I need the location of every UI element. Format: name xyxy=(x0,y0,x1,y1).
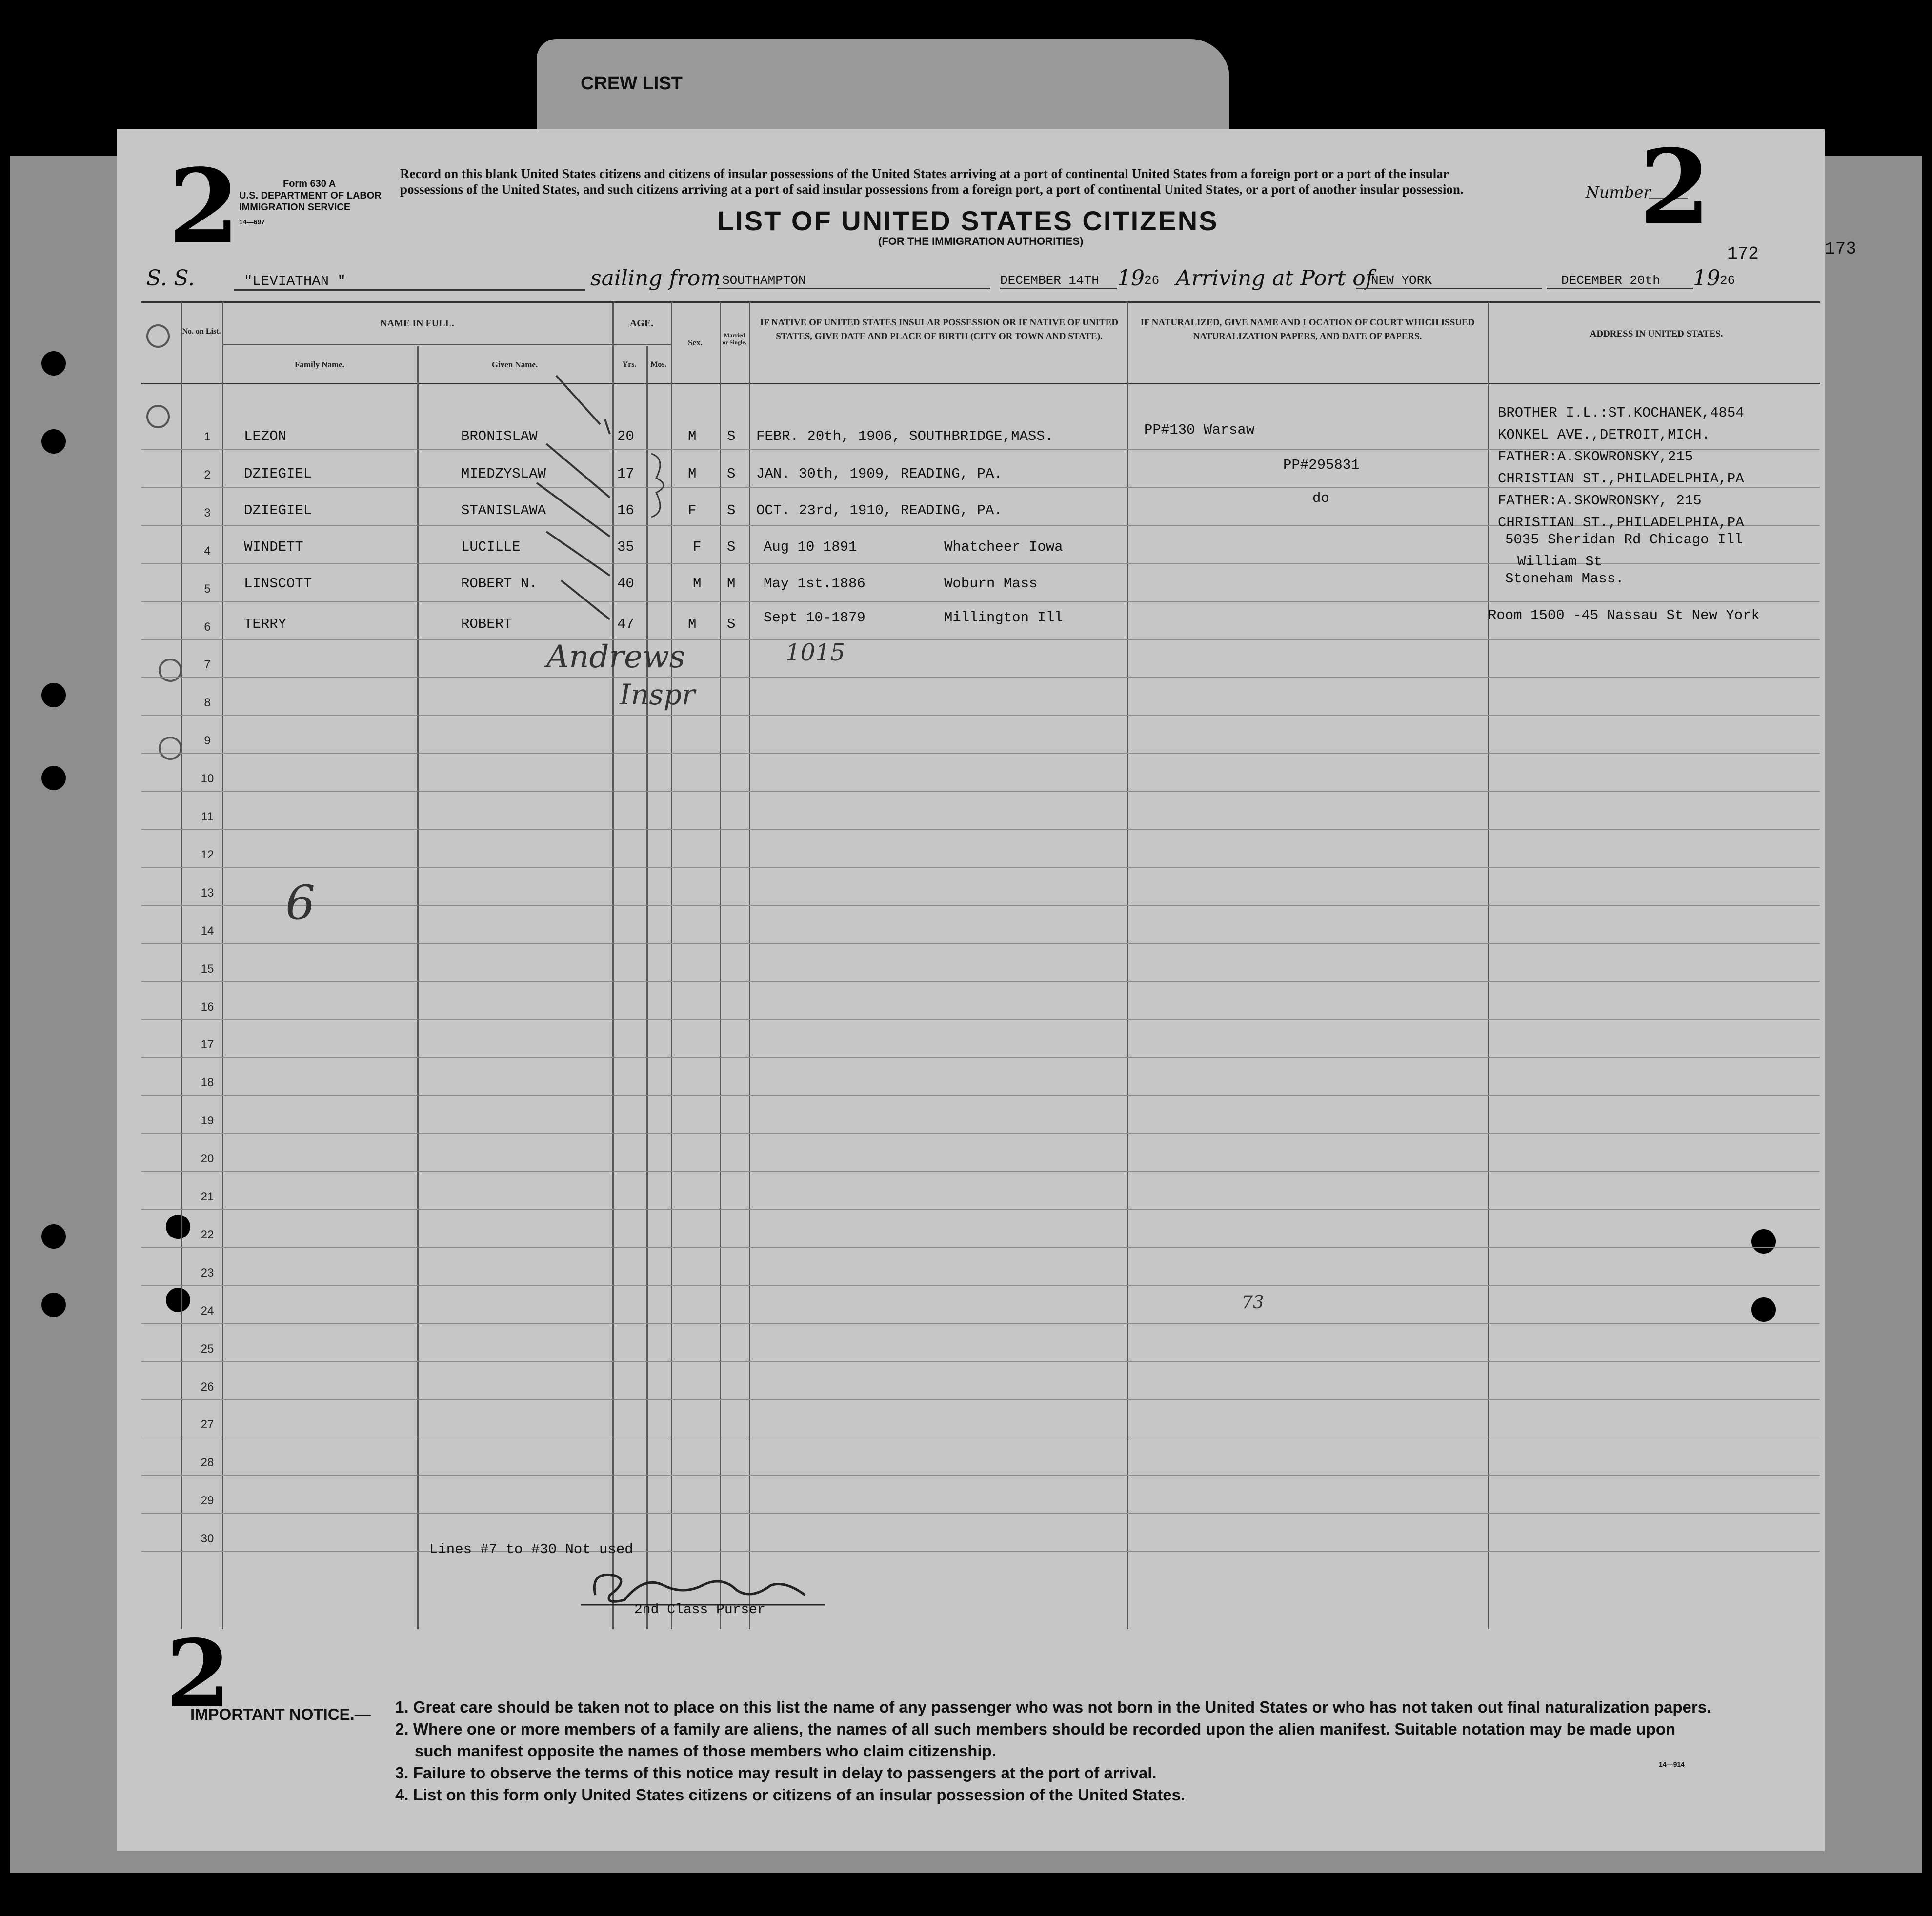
table-row-line xyxy=(141,1361,1820,1362)
notice-item-2-cont: such manifest opposite the names of those members who claim citizenship. xyxy=(415,1742,996,1760)
row-number: 24 xyxy=(201,1304,214,1317)
binder-hole xyxy=(41,351,66,376)
margin-mark: 73 xyxy=(1242,1293,1264,1313)
page-stamp-173: 173 xyxy=(1825,239,1856,259)
header-bottom-border xyxy=(141,383,1820,384)
row-4-address: CHRISTIAN ST.,PHILADELPHIA,PA xyxy=(1498,471,1744,487)
form-number-left: 2 xyxy=(168,146,240,267)
row-6-birth-place: Millington Ill xyxy=(944,610,1063,626)
row-number: 15 xyxy=(201,962,214,976)
row-number: 26 xyxy=(201,1380,214,1394)
ss-label: S. S. xyxy=(146,266,195,291)
col-divider xyxy=(749,302,750,1629)
table-row-line xyxy=(141,981,1820,982)
row-6-sex: M xyxy=(688,616,697,632)
row-1-sex: M xyxy=(688,428,697,444)
notice-item-1: 1. Great care should be taken not to place on this list the name of any passenger who was not born in the United States or who has not taken out final naturalization papers. xyxy=(395,1698,1711,1716)
row-2-yrs: 17 xyxy=(617,466,634,482)
table-row-line xyxy=(141,1475,1820,1476)
row-number: 6 xyxy=(204,620,211,634)
row-2-birth: JAN. 30th, 1909, READING, PA. xyxy=(756,466,1003,482)
signature-title: 2nd Class Purser xyxy=(634,1602,765,1617)
ship-name: "LEVIATHAN " xyxy=(234,273,585,291)
row-5-sex: M xyxy=(693,576,702,592)
table-row-line xyxy=(141,791,1820,792)
table-row-line xyxy=(141,753,1820,754)
row-5-given: ROBERT N. xyxy=(461,576,538,592)
row-4-marital: S xyxy=(727,539,736,555)
inspector-title: Inspr xyxy=(620,678,695,711)
form-no: Form 630 A xyxy=(283,179,336,189)
lines-not-used-note: Lines #7 to #30 Not used xyxy=(429,1541,633,1557)
binder-ring xyxy=(146,405,170,428)
binder-hole xyxy=(166,1215,190,1239)
name-age-subrule xyxy=(222,344,671,345)
row-number: 18 xyxy=(201,1076,214,1090)
row-6-birth-date: Sept 10-1879 xyxy=(764,610,865,626)
page-stamp-172: 172 xyxy=(1727,244,1759,264)
row-1-birth: FEBR. 20th, 1906, SOUTHBRIDGE,MASS. xyxy=(756,428,1054,444)
binder-hole xyxy=(41,1224,66,1249)
form-code: 14—697 xyxy=(239,218,265,226)
row-1-family: LEZON xyxy=(244,428,287,444)
row-4-birth-date: Aug 10 1891 xyxy=(764,539,857,555)
row-2-family: DZIEGIEL xyxy=(244,466,312,482)
row-number: 4 xyxy=(204,544,211,558)
row-number: 3 xyxy=(204,506,211,519)
table-row-line xyxy=(141,601,1820,602)
binder-hole xyxy=(166,1288,190,1312)
notice-heading: IMPORTANT NOTICE.— xyxy=(190,1705,371,1723)
from-port: SOUTHAMPTON xyxy=(717,273,990,289)
row-5-birth-date: May 1st.1886 xyxy=(764,576,865,592)
header-address: ADDRESS IN UNITED STATES. xyxy=(1590,329,1723,339)
row-3-family: DZIEGIEL xyxy=(244,502,312,519)
row-number: 2 xyxy=(204,468,211,481)
header-sex: Sex. xyxy=(688,338,703,347)
col-divider xyxy=(222,302,223,1629)
binder-ring xyxy=(146,324,170,348)
table-row-line xyxy=(141,487,1820,488)
row-3-birth: OCT. 23rd, 1910, READING, PA. xyxy=(756,502,1003,519)
row-number: 28 xyxy=(201,1456,214,1470)
address-windett: 5035 Sheridan Rd Chicago Ill xyxy=(1505,532,1743,548)
row-6-given: ROBERT xyxy=(461,616,512,632)
table-row-line xyxy=(141,1019,1820,1020)
address-linscott-street: William St xyxy=(1517,554,1603,570)
row-2-given: MIEDZYSLAW xyxy=(461,466,546,482)
row-3-sex: F xyxy=(688,502,697,519)
row-number: 25 xyxy=(201,1342,214,1356)
table-row-line xyxy=(141,1209,1820,1210)
row-3-yrs: 16 xyxy=(617,502,634,519)
row-3-address: FATHER:A.SKOWRONSKY,215 xyxy=(1498,449,1693,465)
form-info xyxy=(239,178,382,228)
depart-date: DECEMBER 14TH xyxy=(1000,273,1117,289)
table-row-line xyxy=(141,1095,1820,1096)
binder-hole xyxy=(41,1293,66,1317)
col-divider xyxy=(1488,302,1489,1629)
table-row-line xyxy=(141,639,1820,640)
check-marks xyxy=(527,371,624,624)
row-1-address: BROTHER I.L.:ST.KOCHANEK,4854 xyxy=(1498,405,1744,421)
header-given-name: Given Name. xyxy=(491,360,538,369)
manifest-page xyxy=(117,129,1825,1851)
row-1-naturalization: PP#130 Warsaw xyxy=(1144,422,1255,438)
header-married-single: Married or Single. xyxy=(723,332,746,346)
row-number: 30 xyxy=(201,1532,214,1546)
table-row-line xyxy=(141,1513,1820,1514)
form-number-bottom: 2 xyxy=(166,1619,231,1728)
row-2-marital: S xyxy=(727,466,736,482)
binder-hole xyxy=(41,429,66,454)
table-row-line xyxy=(141,905,1820,906)
binder-hole xyxy=(41,683,66,707)
table-row-line xyxy=(141,1323,1820,1324)
row-3-naturalization: do xyxy=(1312,490,1329,506)
col-divider xyxy=(1127,302,1128,1629)
header-mos: Mos. xyxy=(650,360,667,369)
table-row-line xyxy=(141,715,1820,716)
arrive-year: 26 xyxy=(1720,273,1735,288)
row-5-address: FATHER:A.SKOWRONSKY, 215 xyxy=(1498,493,1702,509)
row-number: 16 xyxy=(201,1000,214,1014)
row-5-marital: M xyxy=(727,576,736,592)
arriving-label: Arriving at Port of xyxy=(1176,266,1374,291)
header-yrs: Yrs. xyxy=(622,360,637,369)
number-label: Number xyxy=(1586,183,1651,201)
row-4-yrs: 35 xyxy=(617,539,634,555)
page-subtitle: (FOR THE IMMIGRATION AUTHORITIES) xyxy=(878,235,1084,247)
row-number: 29 xyxy=(201,1494,214,1508)
row-number: 9 xyxy=(204,734,211,748)
row-2-sex: M xyxy=(688,466,697,482)
service: IMMIGRATION SERVICE xyxy=(239,202,351,213)
binder-hole xyxy=(41,766,66,790)
notice-item-3: 3. Failure to observe the terms of this notice may result in delay to passengers at the port of arrival. xyxy=(395,1764,1157,1782)
row-number: 10 xyxy=(201,772,214,786)
table-row-line xyxy=(141,677,1820,678)
row-number: 23 xyxy=(201,1266,214,1279)
row-6-yrs: 47 xyxy=(617,616,634,632)
table-row-line xyxy=(141,829,1820,830)
table-row-line xyxy=(141,943,1820,944)
row-6-marital: S xyxy=(727,616,736,632)
col-divider xyxy=(720,302,721,1629)
row-number: 13 xyxy=(201,886,214,899)
table-row-line xyxy=(141,867,1820,868)
row-1-marital: S xyxy=(727,428,736,444)
binder-hole xyxy=(1751,1297,1776,1322)
row-4-sex: F xyxy=(693,539,702,555)
row-1-given: BRONISLAW xyxy=(461,428,538,444)
header-naturalized: IF NATURALIZED, GIVE NAME AND LOCATION OF COURT WHICH ISSUED NATURALIZATION PAPERS, AND DATE OF PAPERS. xyxy=(1140,318,1475,341)
depart-year-prefix: 19 xyxy=(1117,266,1145,291)
department: U.S. DEPARTMENT OF LABOR xyxy=(239,190,382,201)
row-number: 21 xyxy=(201,1190,214,1203)
row-6-address: CHRISTIAN ST.,PHILADELPHIA,PA xyxy=(1498,515,1744,531)
notice-item-4: 4. List on this form only United States citizens or citizens of an insular possession of the United States. xyxy=(395,1786,1186,1804)
row-2-address: KONKEL AVE.,DETROIT,MICH. xyxy=(1498,427,1711,443)
row-number: 8 xyxy=(204,696,211,710)
row-number: 11 xyxy=(201,810,214,823)
sailing-from-label: sailing from xyxy=(590,266,721,291)
row-2-naturalization: PP#295831 xyxy=(1283,457,1360,473)
table-row-line xyxy=(141,1247,1820,1248)
row-number: 17 xyxy=(201,1038,214,1052)
depart-year: 26 xyxy=(1144,273,1160,288)
header-native: IF NATIVE OF UNITED STATES INSULAR POSSESSION OR IF NATIVE OF UNITED STATES, GIVE DATE AND PLACE OF BIRTH (CITY OR TOWN AND STATE). xyxy=(760,318,1119,341)
row-number: 12 xyxy=(201,848,214,861)
row-number: 20 xyxy=(201,1152,214,1166)
table-row-line xyxy=(141,1133,1820,1134)
notice-item-2: 2. Where one or more members of a family are aliens, the names of all such members should be recorded upon the alien manifest. Suitable notation may be made upon xyxy=(395,1720,1676,1738)
binder-ring xyxy=(159,737,182,760)
form-number-right: 2 xyxy=(1639,127,1711,247)
table-row-line xyxy=(141,1057,1820,1058)
row-number: 7 xyxy=(204,658,211,672)
arrive-year-prefix: 19 xyxy=(1693,266,1720,291)
row-1-yrs: 20 xyxy=(617,428,634,444)
arrive-date: DECEMBER 20th xyxy=(1547,273,1693,289)
address-linscott-city: Stoneham Mass. xyxy=(1505,571,1624,587)
inspector-number: 1015 xyxy=(785,639,845,666)
passenger-count: 6 xyxy=(285,876,316,930)
row-5-birth-place: Woburn Mass xyxy=(944,576,1038,592)
col-divider xyxy=(181,302,182,1629)
address-terry: Room 1500 -45 Nassau St New York xyxy=(1488,607,1760,623)
inspector-name: Andrews xyxy=(546,639,685,675)
row-number: 22 xyxy=(201,1228,214,1241)
notice-code: 14—914 xyxy=(1659,1760,1685,1768)
row-3-given: STANISLAWA xyxy=(461,502,546,519)
row-4-family: WINDETT xyxy=(244,539,303,555)
header-age: AGE. xyxy=(629,318,654,329)
header-name-in-full: NAME IN FULL. xyxy=(380,318,454,329)
row-3-marital: S xyxy=(727,502,736,519)
header-family-name: Family Name. xyxy=(295,360,344,369)
table-row-line xyxy=(141,1399,1820,1400)
row-number: 5 xyxy=(204,582,211,596)
row-5-yrs: 40 xyxy=(617,576,634,592)
row-4-birth-place: Whatcheer Iowa xyxy=(944,539,1063,555)
binder-hole xyxy=(1751,1229,1776,1254)
table-row-line xyxy=(141,1171,1820,1172)
row-6-family: TERRY xyxy=(244,616,287,632)
table-row-line xyxy=(141,1285,1820,1286)
row-4-given: LUCILLE xyxy=(461,539,521,555)
page-title: LIST OF UNITED STATES CITIZENS xyxy=(717,205,1219,236)
to-port: NEW YORK xyxy=(1356,273,1542,289)
table-top-border xyxy=(141,301,1820,303)
row-number: 19 xyxy=(201,1114,214,1128)
binder-ring xyxy=(159,659,182,682)
bracket-mark xyxy=(646,449,676,522)
table-row-line xyxy=(141,1551,1820,1552)
row-number: 14 xyxy=(201,924,214,938)
row-number: 27 xyxy=(201,1418,214,1432)
crew-list-label: CREW LIST xyxy=(581,73,683,94)
row-5-family: LINSCOTT xyxy=(244,576,312,592)
row-number: 1 xyxy=(204,430,211,443)
header-no: No. on List. xyxy=(182,327,221,336)
record-instructions: Record on this blank United States citizens and citizens of insular possessions of the United States arriving at a port of continental United States from a foreign port or a port of the insular possessions of the United States, and such citizens arriving at a port of said insular possessions from a foreign port, a port of continental United States, or a port of another insular possession. xyxy=(400,166,1464,197)
